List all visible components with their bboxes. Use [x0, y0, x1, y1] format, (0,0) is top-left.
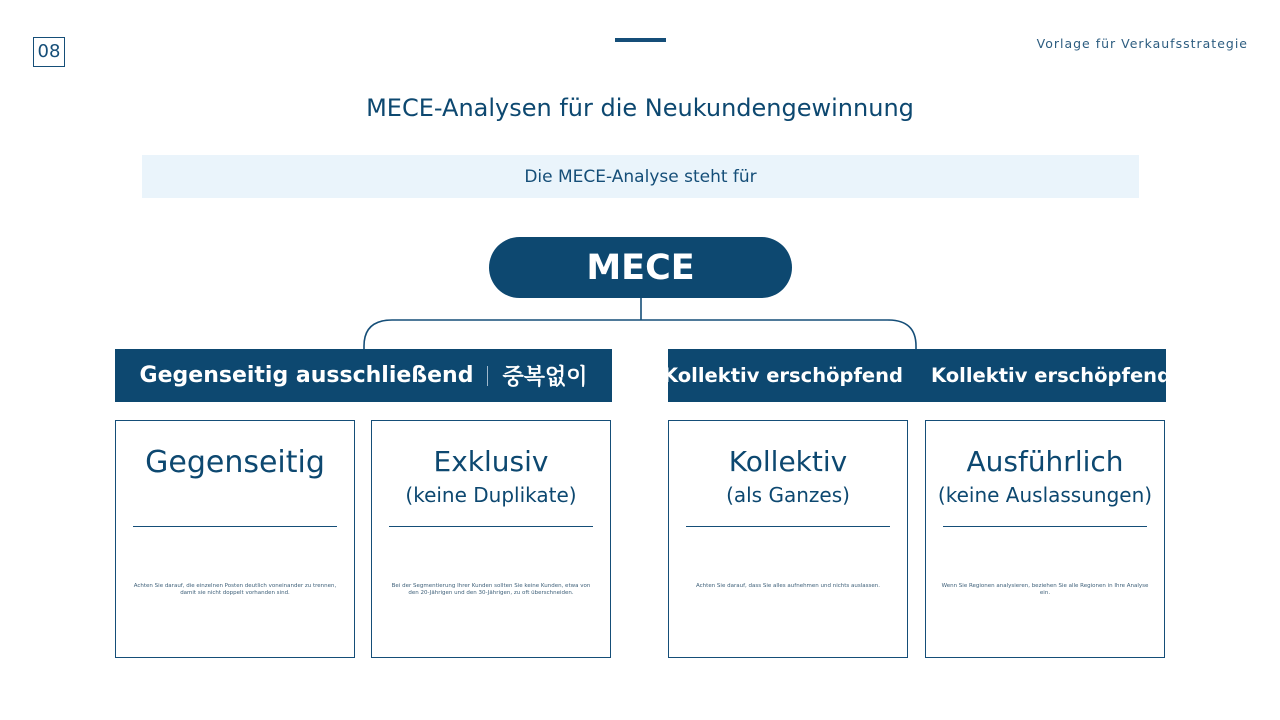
subtitle-text: Die MECE-Analyse steht für [524, 167, 757, 187]
card-divider [133, 526, 337, 527]
group-header-label: Gegenseitig ausschließend [139, 363, 474, 388]
card-divider [389, 526, 593, 527]
group-header-mutually-exclusive [115, 349, 612, 402]
card-exklusiv [371, 420, 611, 658]
group-header-label-alt: 중복없이 [502, 365, 588, 390]
card-title: Ausführlich [966, 445, 1124, 478]
group-header-label: Kollektiv erschöpfend [662, 364, 903, 387]
group-header-collectively-exhaustive [662, 349, 1172, 402]
card-note: Achten Sie darauf, dass Sie alles aufnehmen und nichts auslassen. [695, 583, 881, 589]
card-divider [943, 526, 1147, 527]
card-divider [686, 526, 890, 527]
group-header-label-alt: Kollektiv erschöpfend [931, 364, 1172, 387]
page-number: 08 [33, 37, 65, 67]
card-ausfuehrlich [925, 420, 1165, 658]
card-subtitle: (als Ganzes) [726, 483, 850, 507]
card-title: Kollektiv [728, 445, 848, 478]
card-gegenseitig [115, 420, 355, 658]
document-label: Vorlage für Verkaufsstrategie [1036, 36, 1248, 51]
card-subtitle: (keine Auslassungen) [937, 483, 1153, 507]
card-kollektiv [668, 420, 908, 658]
header-separator [487, 366, 488, 386]
card-subtitle: (keine Duplikate) [405, 483, 577, 507]
mece-center-pill: MECE [489, 237, 792, 298]
slide-title: MECE-Analysen für die Neukundengewinnung [366, 94, 914, 122]
card-title: Gegenseitig [145, 445, 325, 480]
card-note: Bei der Segmentierung Ihrer Kunden sollten Sie keine Kunden, etwa von den 20-Jährigen und den 30-Jährigen, zu oft überschneiden. [391, 583, 591, 596]
card-title: Exklusiv [433, 445, 549, 478]
card-note: Achten Sie darauf, die einzelnen Posten deutlich voneinander zu trennen, damit sie nicht doppelt vorhanden sind. [133, 583, 337, 596]
card-note: Wenn Sie Regionen analysieren, beziehen Sie alle Regionen in Ihre Analyse ein. [941, 583, 1149, 596]
